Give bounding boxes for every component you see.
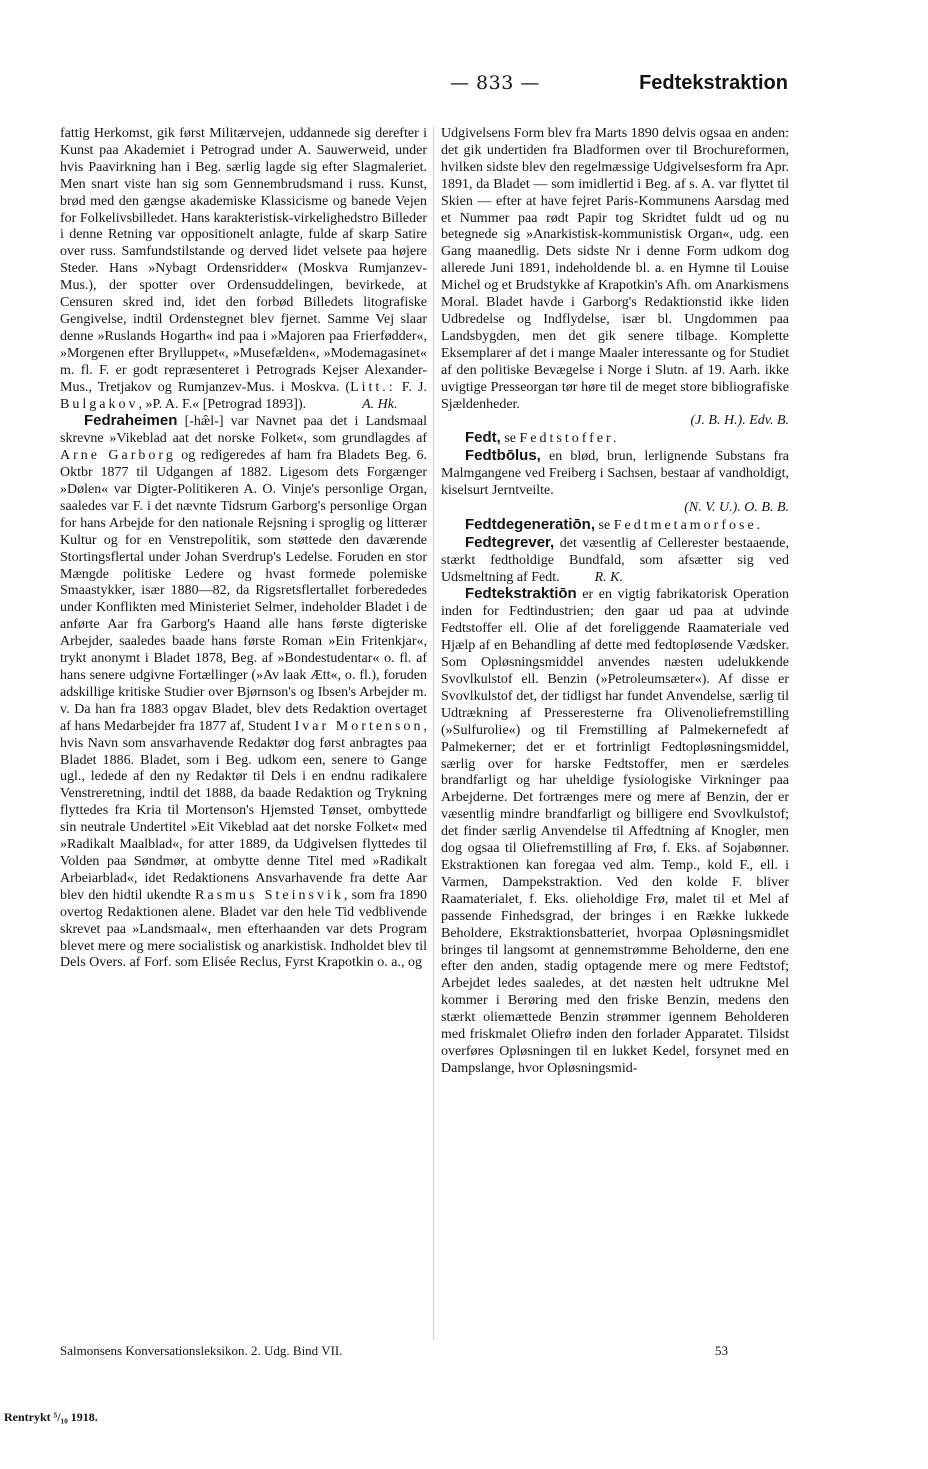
footer-publication: Salmonsens Konversationsleksikon. 2. Udg. Bind VII.: [60, 1343, 343, 1358]
left-column: [60, 126, 427, 1340]
entry-fedtegrever: Fedtegrever, det væsentlig af Cellerester bestaaende, stærkt fedtholdige Bundfald, som afsætter sig ved Udsmeltning af Fedt. R. K.: [441, 533, 789, 585]
reprint-note: Rentrykt ⁵/₁₀ 1918.: [4, 1410, 98, 1424]
running-head: Fedtekstraktion: [639, 72, 788, 94]
page-number: — 833 —: [450, 72, 540, 94]
footer-signature-number: 53: [715, 1343, 728, 1358]
entry-fedtdegeneration: Fedtdegeneratiōn, se Fedtmetamorfose.: [465, 515, 764, 533]
headword: Fedtdegeneratiōn,: [465, 515, 596, 533]
author-signature: (J. B. H.). Edv. B.: [690, 413, 789, 429]
right-column: [441, 126, 789, 1340]
headword: Fedraheimen: [84, 412, 178, 430]
entry-fedraheimen: Fedraheimen [-hæ̂l-] var Navnet paa det i Landsmaal skrevne »Vikeblad aat det norske Folket«, som grundlagdes af Arne Garborg og redigeredes af ham fra Bladets Beg. 6. Oktbr 1877 til Udgangen af 1882. Ligesom dets Forgænger »Dølen« var Digter-Politikeren A. O. Vinje's personlige Organ, saaledes var F. i det nævnte Tidsrum Garborg's personlige Organ for hans Arbejde for den nationale Rejsning i sproglig og litterær Kultur og for en Venstrepolitik, som støttede den daværende Stortingsflertal under Johan Sverdrup's Ledelse. Foruden en stor Mængde politiske Ledere og hvast formede polemiske Smaastykker, især 1880—82, da Rigsretsflertallet forberededes under Konflikten med Ministeriet Selmer, indeholder Bladet i de anførte Aar fra Garborg's Haand alle hans første digteriske Arbejder, saaledes baade hans første Roman »Ein Fritenkjar«, trykt anonymt i Bladet 1878, Beg. af »Bondestudentar« o. fl. af hans senere udgivne Fortællinger (»Av laak Ætt«, o. fl.), foruden adskillige kritiske Studier over Bjørnson's og Ibsen's Arbejder m. v. Da han fra 1883 opgav Bladet, blev dets Redaktion overtaget af hans Medarbejder fra 1877 af, Student Ivar Mortenson, hvis Navn som ansvarhavende Redaktør dog først anbragtes paa Bladet 1886. Bladet, som i Beg. udkom een, senere to Gange ugl., ledede af den ny Redaktør til Dels i en endnu radikalere Venstreretning, indtil det 1888, da baade Redaktion og Trykning flyttedes fra Kria til Mortenson's Hjemsted Tønset, ombyttede sin neutrale Undertitel »Eit Vikeblad aat det norske Folket« med »Radikalt Maalblad«, for atter 1889, da Udgivelsen flyttedes til Volden paa Søndmør, at ombytte denne Titel med »Radikalt Arbeiarblad«, idet Redaktionens Ansvarhavende fra dette Aar blev den hidtil ukendte Rasmus Steinsvik, som fra 1890 overtog Redaktionen alene. Bladet var den hele Tid vedblivende skrevet paa »Landsmaal«, men efterhaanden var dets Program blevet mere og mere socialistisk og anarkistisk. Indholdet blev til Dels Overs. af Forf. som Elisée Reclus, Fyrst Krapotkin o. a., og: [60, 412, 427, 971]
author-signature: R. K.: [594, 569, 623, 585]
page-header: [60, 72, 788, 102]
entry-fedraheimen-continuation: Udgivelsens Form blev fra Marts 1890 delvis ogsaa en anden: det gik undertiden fra Bladformen over til Brochureformen, hvilken sidste blev den regelmæssige Udgivelsesform fra Apr. 1891, da Bladet — som imidlertid i Beg. af s. A. var flyttet til Skien — efter at have fejret Paris-Kommunens Aarsdag med et Nummer paa rødt Papir tog Skridtet fuldt ud og nu betegnede sig »Anarkistisk-kommunistisk Organ«, udg. een Gang maanedlig. Dets sidste Nr i denne Form udkom dog allerede Juni 1891, indeholdende bl. a. en Hymne til Louise Michel og et Brudstykke af Krapotkin's Afh. om Anarkismens Moral. Bladet havde i Garborg's Redaktionstid ikke liden Udbredelse og Indflydelse, især bl. Ungdommen paa Landsbygden, men det gik senere tilbage. Komplette Eksemplarer af det i mange Maaler interessante og for Studiet af den politiske Bevægelse i Norge i Slutn. af 19. Aarh. ikke uvigtige Presseorgan tør høre til de meget store bibliografiske Sjældenheder. (J. B. H.). Edv. B.: [441, 126, 789, 429]
entry-fedotov-continuation: fattig Herkomst, gik først Militærvejen, uddannede sig derefter i Kunst paa Akademiet i Petrograd under A. Sauwerweid, under hvis Paavirkning han i Beg. særlig lagde sig efter Slagmaleriet. Men snart viste han sig som Gennembrudsmand i russ. Kunst, brød med den gængse akademiske Klassicisme og banede Vejen for Folkelivsbilledet. Hans karakteristisk-virkelighedstro Billeder i denne Retning var oppositionelt anlagte, fulde af skarp Satire over russ. Samfundstilstande og derved lidet velsete paa højere Steder. Hans »Nybagt Ordensridder« (Moskva Rumjanzev-Mus.), der spotter over Ordensuddelingen, bevirkede, at Censuren skred ind, idet den forbød Billedets litografiske Gengivelse, indtil Ordenstegnet blev fjernet. Samme Vej slaar denne »Ruslands Hogarth« ind paa i »Majoren paa Frierfødder«, »Morgenen efter Brylluppet«, »Musefælden«, »Modemagasinet« m. fl. F. er godt repræsenteret i Petrograds Kejser Alexander-Mus., Tretjakov og Rumjanzev-Mus. i Moskva. (Litt.: F. J. Bulgakov, »P. A. F.« [Petrograd 1893]). A. Hk.: [60, 126, 427, 412]
headword: Fedt,: [465, 429, 501, 447]
author-signature: A. Hk.: [362, 396, 398, 412]
author-signature: (N. V. U.). O. B. B.: [684, 499, 789, 515]
cross-reference: Fedtmetamorfose.: [613, 517, 764, 533]
entry-fedt: Fedt, se Fedtstoffer.: [465, 429, 620, 447]
headword: Fedtegrever,: [465, 533, 555, 551]
entry-fedtbolus: Fedtbōlus, en blød, brun, lerlignende Substans fra Malmgangene ved Freiberg i Sachsen, bestaar af vandholdigt, kiselsurt Jerntveilte. (N. V. U.). O. B. B.: [441, 447, 789, 515]
entry-fedtekstraktion: Fedtekstraktiōn er en vigtig fabrikatorisk Operation inden for Fedtindustrien; den gaar ud paa at udvinde Fedtstoffer ell. Olie af det foreliggende Raamateriale ved Hjælp af en Behandling af dette med fedtopløsende Vædsker. Som Opløsningsmiddel anvendes næsten udelukkende Svovlkulstof ell. Benzin (»Petroleumsæter«). Af disse er Svovlkulstof det, der tidligst har fundet Anvendelse, særlig til Udtrækning af Presseresterne fra Olivenoliefremstilling (»Sulfurolie«) og til Fremstilling af Palmekernefedt af Palmekerner; det er et fortrinligt Fedtopløsningsmiddel, særlig over for harske Fedtstoffer, men er særdeles brandfarligt og har uheldige fysiologiske Virkninger paa Arbejderne. Det fortrænges mere og mere af Benzin, der er væsentlig mindre brandfarligt og billigere end Svovlkulstof; det finder særlig Anvendelse til Affedtning af Knogler, men dog ogsaa til Oliefremstilling af Frø, f. Eks. af Sojabønner. Ekstraktionen kan foregaa ved alm. Temp., kold F., ell. i Varmen, Dampekstraktion. Ved den kolde F. bliver Raamaterialet, f. Eks. olieholdige Frø, malet til et Mel af passende Finhedsgrad, der bringes i en Række lukkede Beholdere, Ekstraktionsbatteriet, hvorpaa Opløsningsmidlet bringes til langsomt at gennemstrømme Beholderne, den ene efter den anden, stadig optagende mere og mere Fedtstof; Arbejdet ledes saaledes, at det næsten helt udtrukne Mel kommer i Berøring med den friske Benzin, medens den stærkt oliemættede Benzin strømmer igennem Beholderen med friskmalet Oliefrø inden den forlader Apparatet. Tilsidst overføres Opløsningen til en lukket Kedel, forsynet med en Dampslange, hvor Opløsningsmid-: [441, 585, 789, 1076]
cross-reference: Fedtstoffer.: [519, 431, 620, 447]
headword: Fedtbōlus,: [465, 447, 541, 465]
column-divider: [433, 126, 434, 1340]
headword: Fedtekstraktiōn: [465, 585, 577, 603]
